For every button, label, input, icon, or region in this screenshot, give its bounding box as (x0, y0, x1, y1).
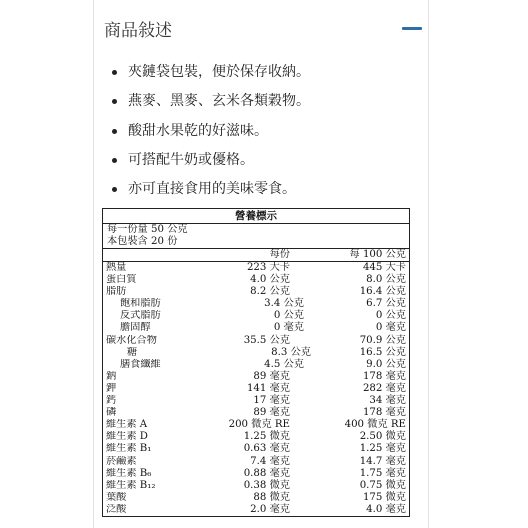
nutrient-name: 鉀 (106, 382, 117, 394)
per-serving-value: 0.63 毫克 (243, 443, 290, 455)
nutrition-row (103, 492, 409, 504)
nutrition-row (103, 419, 409, 431)
nutrient-name: 碳水化合物 (106, 334, 157, 346)
nutrition-row (103, 298, 409, 310)
list-item (112, 87, 310, 116)
nutrient-name: 蛋白質 (106, 274, 137, 286)
bullet-icon (112, 158, 117, 163)
bullet-icon (112, 129, 117, 134)
bullet-icon (112, 99, 117, 104)
serving-size: 每一份量 50 公克 (107, 224, 188, 235)
per-serving-value: 7.4 毫克 (250, 455, 290, 467)
per-serving-value: 88 微克 (253, 491, 290, 503)
per-100g-value: 0 公克 (375, 310, 406, 322)
per-100g-value: 400 微克 RE (344, 419, 406, 431)
per-serving-value: 89 毫克 (253, 407, 290, 419)
nutrient-name: 維生素 B₁ (106, 443, 152, 455)
per-100g-value: 1.75 毫克 (359, 467, 406, 479)
per-serving-value: 8.3 公克 (271, 346, 311, 358)
per-serving-value: 0.38 微克 (243, 479, 290, 491)
list-item (112, 117, 310, 146)
nutrient-name: 維生素 B₆ (106, 467, 152, 479)
nutrient-name: 反式脂肪 (120, 310, 161, 322)
bullet-icon (112, 70, 117, 75)
per-serving-value: 141 毫克 (246, 382, 290, 394)
per-serving-value: 2.0 毫克 (250, 503, 290, 515)
nutrition-row (103, 407, 409, 419)
per-100g-value: 178 毫克 (362, 370, 406, 382)
nutrition-row (103, 504, 409, 516)
nutrient-name: 脂肪 (106, 286, 127, 298)
nutrient-name: 膽固醇 (120, 322, 151, 334)
nutrient-name: 泛酸 (106, 503, 127, 515)
per-100g-value: 70.9 公克 (359, 334, 406, 346)
nutrient-name: 磷 (106, 407, 117, 419)
per-serving-value: 89 毫克 (253, 370, 290, 382)
section-header[interactable] (94, 10, 428, 46)
nutrient-name: 膳食纖維 (120, 358, 161, 370)
nutrition-row (103, 347, 409, 359)
nutrient-name: 菸鹼素 (106, 455, 137, 467)
nutrition-row (103, 371, 409, 383)
nutrition-row (103, 310, 409, 322)
per-100g-value: 2.50 微克 (359, 431, 406, 443)
per-100g-value: 0.75 微克 (359, 479, 406, 491)
per-100g-value: 282 毫克 (362, 382, 406, 394)
list-item-text: 夾鏈袋包裝，便於保存收納。 (128, 64, 310, 80)
per-serving-value: 0 毫克 (273, 322, 304, 334)
per-serving-value: 0 公克 (273, 310, 304, 322)
per-100g-value: 178 毫克 (362, 407, 406, 419)
collapse-icon[interactable] (402, 27, 422, 30)
nutrient-name: 飽和脂肪 (120, 298, 161, 310)
nutrient-name: 維生素 D (106, 431, 148, 443)
nutrition-row (103, 443, 409, 455)
list-item-text: 可搭配牛奶或優格。 (128, 151, 254, 168)
nutrition-title: 營養標示 (103, 209, 409, 224)
per-serving-value: 0.88 毫克 (243, 467, 290, 479)
nutrition-header-row (103, 249, 409, 262)
nutrient-name: 鈉 (106, 370, 117, 382)
nutrition-row (103, 431, 409, 443)
servings-per-package: 本包裝含 20 份 (103, 236, 409, 249)
nutrition-row (103, 359, 409, 371)
per-100g-value: 16.4 公克 (359, 286, 406, 298)
nutrition-row (103, 286, 409, 298)
list-item-text: 燕麥、黑麥、玄米各類穀物。 (128, 93, 310, 110)
nutrient-name: 鈣 (106, 395, 117, 407)
nutrition-row (103, 480, 409, 492)
nutrition-facts-image (102, 208, 410, 517)
per-100g-value: 16.5 公克 (359, 346, 406, 358)
per-100g-value: 0 毫克 (375, 322, 406, 334)
list-item (112, 58, 310, 87)
list-item (112, 175, 310, 204)
col-per-serving: 每份 (269, 249, 290, 260)
per-serving-value: 3.4 公克 (264, 298, 304, 310)
list-item-text: 亦可直接食用的美味零食。 (128, 181, 296, 198)
per-serving-value: 4.0 公克 (250, 274, 290, 286)
per-100g-value: 34 毫克 (369, 395, 406, 407)
nutrient-name: 維生素 B₁₂ (106, 479, 156, 491)
nutrition-row (103, 468, 409, 480)
per-serving-value: 35.5 公克 (243, 334, 290, 346)
per-serving-value: 8.2 公克 (250, 286, 290, 298)
bullet-icon (112, 187, 117, 192)
per-100g-value: 4.0 毫克 (366, 503, 406, 515)
per-100g-value: 9.0 公克 (366, 358, 406, 370)
per-100g-value: 8.0 公克 (366, 274, 406, 286)
nutrient-name: 熱量 (106, 262, 127, 273)
nutrition-row (103, 322, 409, 334)
per-100g-value: 1.25 毫克 (359, 443, 406, 455)
per-serving-value: 223 大卡 (246, 262, 290, 273)
per-100g-value: 6.7 公克 (366, 298, 406, 310)
col-per-100g: 每 100 公克 (349, 249, 406, 260)
nutrition-row (103, 335, 409, 347)
nutrition-row (103, 383, 409, 395)
per-serving-value: 4.5 公克 (264, 358, 304, 370)
nutrition-row (103, 262, 409, 274)
nutrient-name: 糖 (127, 346, 138, 358)
section-title: 商品敍述 (104, 21, 172, 41)
feature-list (112, 58, 310, 204)
nutrient-name: 維生素 A (106, 419, 148, 431)
per-100g-value: 445 大卡 (362, 262, 406, 273)
nutrition-row (103, 395, 409, 407)
per-serving-value: 1.25 微克 (243, 431, 290, 443)
per-100g-value: 175 微克 (362, 491, 406, 503)
list-item-text: 酸甜水果乾的好滋味。 (128, 122, 268, 139)
nutrient-name: 葉酸 (106, 491, 127, 503)
nutrition-row (103, 274, 409, 286)
list-item (112, 146, 310, 175)
per-100g-value: 14.7 毫克 (359, 455, 406, 467)
per-serving-value: 200 微克 RE (228, 419, 290, 431)
nutrition-row (103, 456, 409, 468)
per-serving-value: 17 毫克 (253, 395, 290, 407)
